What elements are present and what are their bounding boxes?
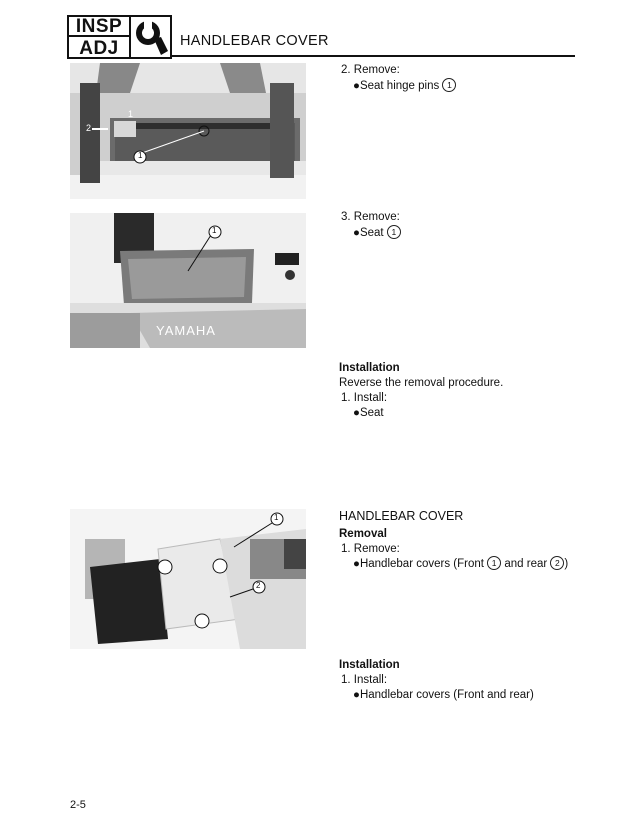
insp-label: INSP <box>69 17 129 37</box>
photo-handlebar-cover <box>70 509 306 649</box>
removal-item <box>353 557 568 571</box>
installation-seat-item <box>353 406 384 420</box>
bullet: ● <box>353 558 360 570</box>
ref-num-rear: 2 <box>550 556 564 570</box>
installation-handlebar-step: 1. Install: <box>341 674 388 686</box>
ref-num: 1 <box>442 78 456 92</box>
header-rule <box>172 55 575 57</box>
seat-pins-text: Seat hinge pins <box>359 80 440 92</box>
step-seat-heading: 3. Remove: <box>341 211 400 223</box>
removal-step: 1. Remove: <box>341 543 400 555</box>
removal-title: Removal <box>339 528 387 540</box>
installation-seat-text: Reverse the removal procedure. <box>339 377 504 389</box>
photo3-callout-rear: 2 <box>256 581 261 590</box>
seat-text: Seat <box>359 227 384 239</box>
page-number: 2-5 <box>70 799 86 811</box>
and-rear-text: and rear <box>504 558 548 570</box>
photo3-callout-front: 1 <box>274 513 279 522</box>
photo1-callout-pin-top: 1 <box>128 109 134 119</box>
wrench-badge <box>131 15 172 59</box>
photo-seat <box>70 213 306 348</box>
photo1-callout-pin: 1 <box>138 151 143 160</box>
step-seat-item <box>353 226 401 240</box>
handlebar-covers-text: Handlebar covers (Front <box>359 558 484 570</box>
handlebar-install-text: Handlebar covers (Front and rear) <box>359 689 534 701</box>
bullet: ● <box>353 689 360 701</box>
bullet: ● <box>353 407 360 419</box>
installation-handlebar-item <box>353 688 534 702</box>
ref-num: 1 <box>387 225 401 239</box>
bullet: ● <box>353 80 360 92</box>
wrench-icon <box>131 17 170 57</box>
photo2-brand-text: YAMAHA <box>156 323 216 338</box>
bullet: ● <box>353 227 360 239</box>
handlebar-section-title: HANDLEBAR COVER <box>339 509 464 523</box>
closing-paren: ) <box>564 558 569 570</box>
step-seat-pins-item <box>353 79 456 93</box>
installation-seat-step: 1. Install: <box>341 392 388 404</box>
ref-num-front: 1 <box>487 556 501 570</box>
installation-handlebar-title: Installation <box>339 659 400 671</box>
installation-seat-title: Installation <box>339 362 400 374</box>
photo1-arrow-label: 2 <box>86 123 92 133</box>
step-seat-pins-heading: 2. Remove: <box>341 64 400 76</box>
seat-install-text: Seat <box>359 407 384 419</box>
insp-adj-badge <box>67 15 131 59</box>
adj-label: ADJ <box>79 38 119 59</box>
photo-seat-hinge-pins <box>70 63 306 199</box>
page-title: HANDLEBAR COVER <box>180 33 329 49</box>
photo2-callout-seat: 1 <box>212 226 217 235</box>
